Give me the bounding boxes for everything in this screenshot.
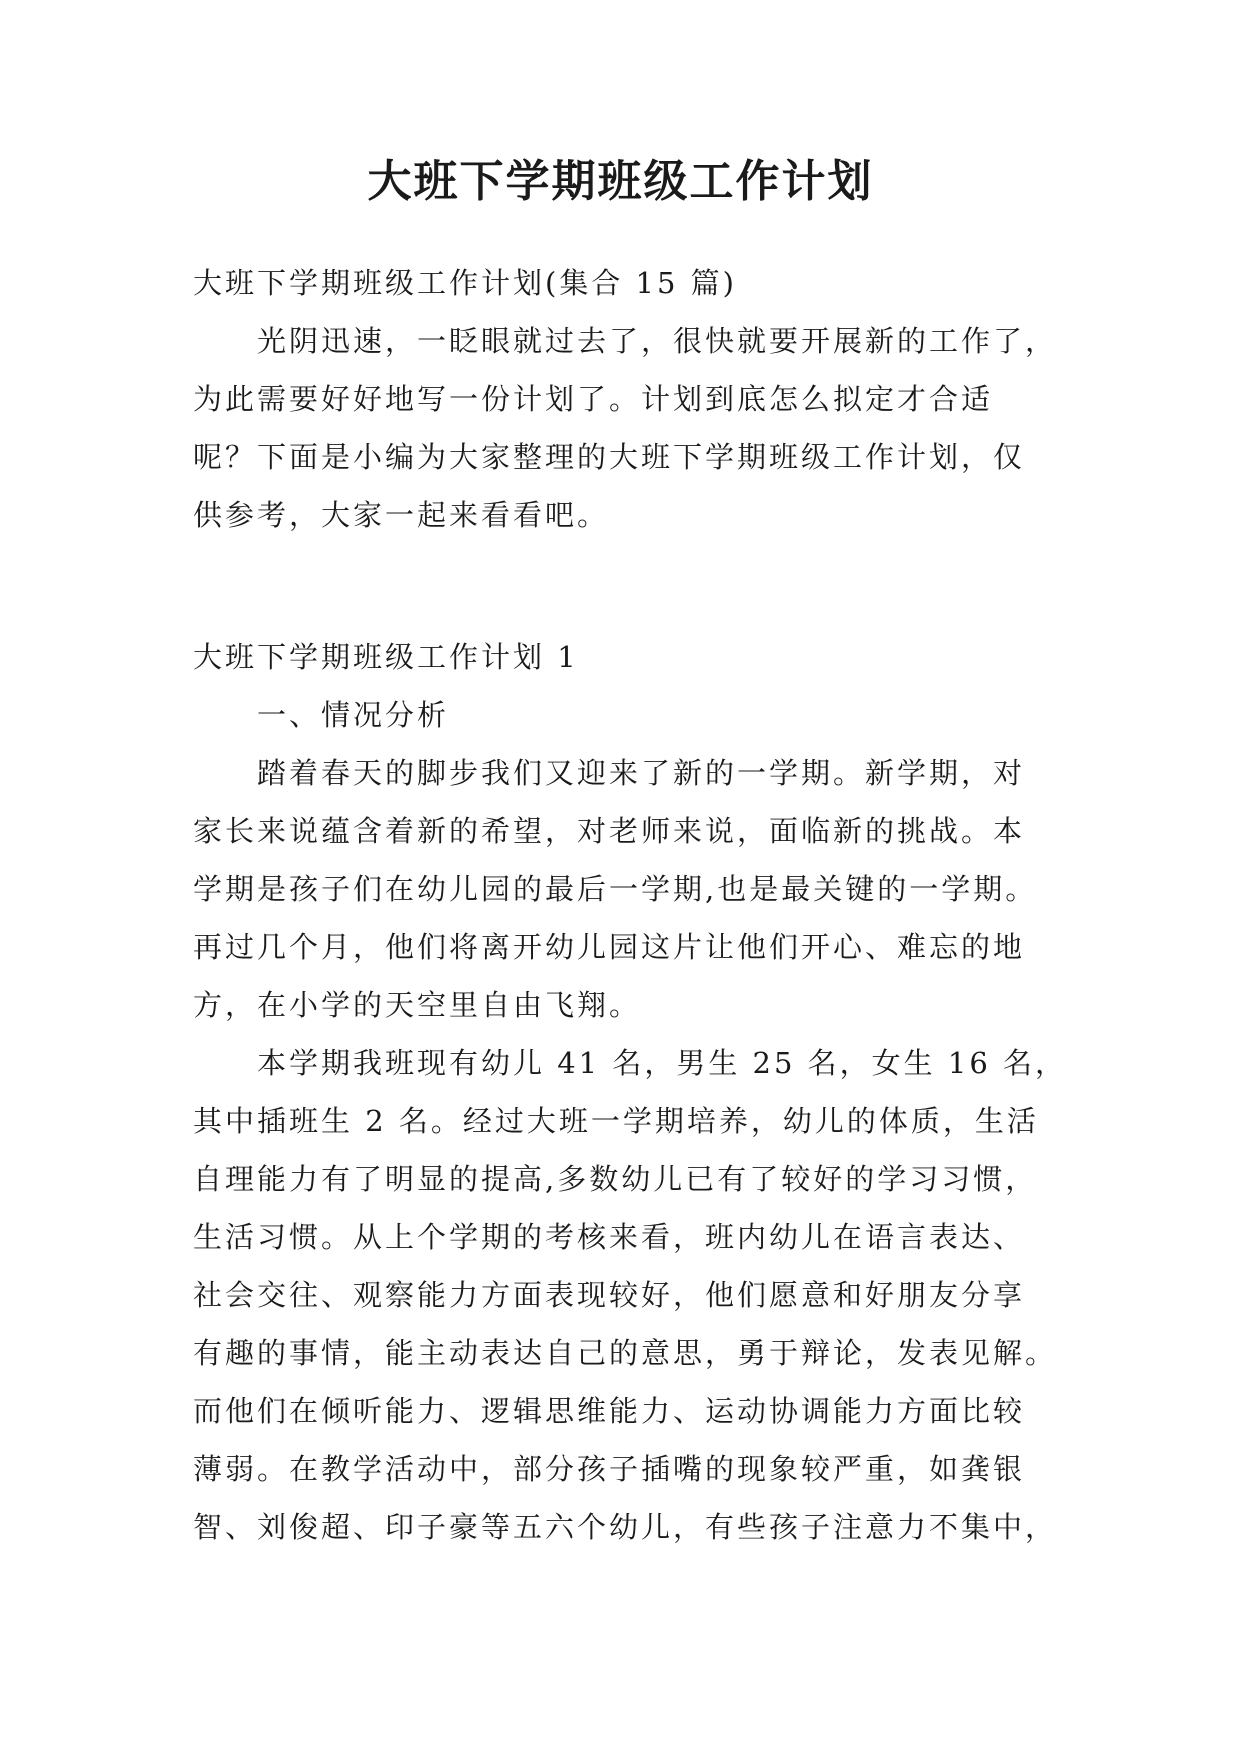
paragraph-line: 本学期我班现有幼儿 41 名，男生 25 名，女生 16 名，: [257, 1046, 1068, 1080]
paragraph-line: 其中插班生 2 名。经过大班一学期培养，幼儿的体质，生活: [193, 1104, 1039, 1138]
paragraph-line: 家长来说蕴含着新的希望，对老师来说，面临新的挑战。本: [193, 814, 1026, 848]
document-title: 大班下学期班级工作计划: [367, 156, 874, 207]
paragraph-line: 薄弱。在教学活动中，部分孩子插嘴的现象较严重，如龚银: [193, 1452, 1026, 1486]
intro-line: 为此需要好好地写一份计划了。计划到底怎么拟定才合适: [193, 382, 994, 416]
section-1: [193, 628, 1068, 1556]
paragraph-line: 有趣的事情，能主动表达自己的意思，勇于辩论，发表见解。: [193, 1336, 1058, 1370]
paragraph-line: 社会交往、观察能力方面表现较好，他们愿意和好朋友分享: [193, 1278, 1026, 1312]
paragraph-line: 生活习惯。从上个学期的考核来看，班内幼儿在语言表达、: [193, 1220, 1026, 1254]
paragraph-line: 方，在小学的天空里自由飞翔。: [193, 988, 642, 1022]
paragraph-line: 学期是孩子们在幼儿园的最后一学期,也是最关键的一学期。: [193, 872, 1038, 906]
subsection-heading: 一、情况分析: [257, 698, 450, 732]
intro-line: 呢？下面是小编为大家整理的大班下学期班级工作计划，仅: [193, 440, 1026, 474]
paragraph-line: 智、刘俊超、印子豪等五六个幼儿，有些孩子注意力不集中，: [193, 1510, 1058, 1544]
intro-block: [193, 254, 1059, 544]
paragraph-line: 自理能力有了明显的提高,多数幼儿已有了较好的学习习惯，: [193, 1162, 1038, 1196]
section-heading: 大班下学期班级工作计划 1: [193, 640, 579, 674]
document-subtitle: 大班下学期班级工作计划(集合 15 篇): [193, 266, 737, 300]
intro-line: 供参考，大家一起来看看吧。: [193, 498, 610, 532]
paragraph-line: 再过几个月，他们将离开幼儿园这片让他们开心、难忘的地: [193, 930, 1026, 964]
paragraph-line: 踏着春天的脚步我们又迎来了新的一学期。新学期，对: [257, 756, 1026, 790]
paragraph-line: 而他们在倾听能力、逻辑思维能力、运动协调能力方面比较: [193, 1394, 1026, 1428]
intro-line: 光阴迅速，一眨眼就过去了，很快就要开展新的工作了，: [257, 324, 1058, 358]
